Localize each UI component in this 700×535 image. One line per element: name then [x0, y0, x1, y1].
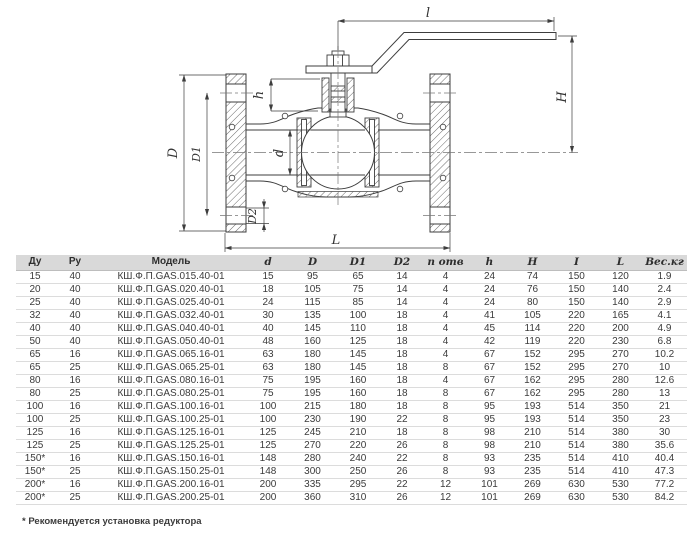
cell: 30: [246, 309, 290, 322]
table-row: [16, 296, 687, 309]
cell: 100: [335, 309, 381, 322]
cell: 63: [246, 361, 290, 374]
cell: 4: [423, 322, 468, 335]
table-row: [16, 335, 687, 348]
cell: 98: [468, 426, 511, 439]
cell: КШ.Ф.П.GAS.125.25-01: [96, 439, 246, 452]
cell: 630: [554, 491, 599, 504]
cell: КШ.Ф.П.GAS.150.25-01: [96, 465, 246, 478]
cell: 84.2: [642, 491, 687, 504]
cell: 74: [511, 270, 554, 283]
column-header: d: [246, 255, 290, 270]
cell: 295: [554, 361, 599, 374]
cell: 152: [511, 348, 554, 361]
cell: 95: [468, 413, 511, 426]
header-row: [16, 255, 687, 270]
cell: 1.9: [642, 270, 687, 283]
cell: 200*: [16, 491, 54, 504]
cell: 63: [246, 348, 290, 361]
cell: 18: [381, 374, 423, 387]
cell: 75: [246, 374, 290, 387]
label-D1: D1: [190, 146, 203, 162]
table-row: [16, 348, 687, 361]
cell: 18: [246, 283, 290, 296]
cell: 270: [599, 348, 642, 361]
cell: 22: [381, 478, 423, 491]
cell: 100: [246, 413, 290, 426]
cell: 14: [381, 270, 423, 283]
cell: 220: [554, 322, 599, 335]
cell: 25: [16, 296, 54, 309]
cell: 269: [511, 491, 554, 504]
cell: 280: [599, 387, 642, 400]
cell: КШ.Ф.П.GAS.065.16-01: [96, 348, 246, 361]
cell: 4: [423, 296, 468, 309]
cell: 100: [16, 400, 54, 413]
cell: 24: [468, 283, 511, 296]
cell: 101: [468, 478, 511, 491]
cell: 200: [246, 491, 290, 504]
cell: 8: [423, 387, 468, 400]
table-row: [16, 478, 687, 491]
cell: 8: [423, 400, 468, 413]
cell: КШ.Ф.П.GAS.200.25-01: [96, 491, 246, 504]
table-row: [16, 413, 687, 426]
cell: 18: [381, 400, 423, 413]
cell: 2.4: [642, 283, 687, 296]
cell: 13: [642, 387, 687, 400]
cell: 80: [511, 296, 554, 309]
label-L: L: [331, 233, 341, 248]
cell: 18: [381, 387, 423, 400]
cell: 350: [599, 400, 642, 413]
cell: 148: [246, 465, 290, 478]
cell: 160: [335, 387, 381, 400]
column-header: Модель: [96, 255, 246, 270]
cell: 380: [599, 439, 642, 452]
table-row: [16, 400, 687, 413]
cell: 21: [642, 400, 687, 413]
cell: 230: [290, 413, 335, 426]
cell: 119: [511, 335, 554, 348]
cell: КШ.Ф.П.GAS.015.40-01: [96, 270, 246, 283]
cell: 93: [468, 452, 511, 465]
cell: 200: [599, 322, 642, 335]
cell: 80: [16, 387, 54, 400]
cell: 48: [246, 335, 290, 348]
cell: 245: [290, 426, 335, 439]
cell: 40: [54, 335, 96, 348]
cell: 67: [468, 361, 511, 374]
cell: 10: [642, 361, 687, 374]
cell: 80: [16, 374, 54, 387]
label-D: D: [166, 147, 181, 159]
cell: КШ.Ф.П.GAS.025.40-01: [96, 296, 246, 309]
table-row: [16, 309, 687, 322]
cell: 14: [381, 296, 423, 309]
cell: 26: [381, 439, 423, 452]
cell: 105: [290, 283, 335, 296]
cell: 25: [54, 413, 96, 426]
cell: 40: [54, 296, 96, 309]
cell: 4: [423, 309, 468, 322]
cell: 30: [642, 426, 687, 439]
cell: 165: [599, 309, 642, 322]
cell: 410: [599, 452, 642, 465]
cell: 16: [54, 426, 96, 439]
table-row: [16, 452, 687, 465]
cell: 100: [16, 413, 54, 426]
cell: 180: [335, 400, 381, 413]
cell: 4: [423, 283, 468, 296]
cell: 4: [423, 270, 468, 283]
cell: 42: [468, 335, 511, 348]
cell: 50: [16, 335, 54, 348]
cell: 125: [16, 426, 54, 439]
cell: 125: [335, 335, 381, 348]
cell: КШ.Ф.П.GAS.080.25-01: [96, 387, 246, 400]
cell: 295: [335, 478, 381, 491]
cell: 75: [335, 283, 381, 296]
cell: 380: [599, 426, 642, 439]
cell: 350: [599, 413, 642, 426]
cell: 4: [423, 348, 468, 361]
cell: 12: [423, 491, 468, 504]
cell: 18: [381, 335, 423, 348]
cell: 41: [468, 309, 511, 322]
cell: 270: [599, 361, 642, 374]
cell: 14: [381, 283, 423, 296]
cell: 101: [468, 491, 511, 504]
cell: 200*: [16, 478, 54, 491]
column-header: D: [290, 255, 335, 270]
cell: 40: [54, 322, 96, 335]
cell: 16: [54, 374, 96, 387]
cell: 23: [642, 413, 687, 426]
cell: 98: [468, 439, 511, 452]
cell: 162: [511, 387, 554, 400]
cell: 16: [54, 400, 96, 413]
cell: 26: [381, 491, 423, 504]
cell: 180: [290, 348, 335, 361]
cell: КШ.Ф.П.GAS.020.40-01: [96, 283, 246, 296]
cell: 4.9: [642, 322, 687, 335]
cell: 210: [511, 426, 554, 439]
cell: 220: [554, 335, 599, 348]
cell: 514: [554, 465, 599, 478]
cell: 4: [423, 335, 468, 348]
centerlines: [212, 46, 578, 216]
cell: 152: [511, 361, 554, 374]
cell: 514: [554, 413, 599, 426]
cell: 95: [468, 400, 511, 413]
cell: 16: [54, 478, 96, 491]
cell: 150: [554, 270, 599, 283]
cell: 8: [423, 361, 468, 374]
column-header: Вес.кг: [642, 255, 687, 270]
cell: КШ.Ф.П.GAS.150.16-01: [96, 452, 246, 465]
cell: 40: [54, 270, 96, 283]
cell: 65: [335, 270, 381, 283]
cell: 15: [16, 270, 54, 283]
cell: 95: [290, 270, 335, 283]
cell: 195: [290, 387, 335, 400]
cell: 25: [54, 387, 96, 400]
cell: КШ.Ф.П.GAS.065.25-01: [96, 361, 246, 374]
cell: 40: [16, 322, 54, 335]
cell: 150: [554, 283, 599, 296]
cell: 210: [511, 439, 554, 452]
cell: 93: [468, 465, 511, 478]
cell: 630: [554, 478, 599, 491]
cell: 18: [381, 348, 423, 361]
cell: 20: [16, 283, 54, 296]
cell: 22: [381, 452, 423, 465]
label-d: d: [272, 148, 287, 158]
cell: 18: [381, 426, 423, 439]
cell: 24: [246, 296, 290, 309]
cell: 100: [246, 400, 290, 413]
column-header: Ду: [16, 255, 54, 270]
table-row: [16, 426, 687, 439]
cell: 530: [599, 478, 642, 491]
cell: 35.6: [642, 439, 687, 452]
cell: 215: [290, 400, 335, 413]
cell: 514: [554, 426, 599, 439]
cell: 150*: [16, 465, 54, 478]
cell: КШ.Ф.П.GAS.040.40-01: [96, 322, 246, 335]
cell: 335: [290, 478, 335, 491]
cell: 140: [599, 296, 642, 309]
cell: 105: [511, 309, 554, 322]
cell: 295: [554, 374, 599, 387]
cell: 145: [290, 322, 335, 335]
label-l: l: [425, 6, 431, 21]
cell: 295: [554, 348, 599, 361]
cell: 65: [16, 348, 54, 361]
cell: 4: [423, 374, 468, 387]
cell: 25: [54, 439, 96, 452]
table-row: [16, 374, 687, 387]
cell: 235: [511, 452, 554, 465]
label-h: h: [252, 90, 267, 100]
table-body: [16, 270, 687, 504]
column-header: D1: [335, 255, 381, 270]
table-row: [16, 322, 687, 335]
column-header: h: [468, 255, 511, 270]
cell: 280: [290, 452, 335, 465]
cell: 16: [54, 452, 96, 465]
cell: 230: [599, 335, 642, 348]
cell: 200: [246, 478, 290, 491]
cell: 240: [335, 452, 381, 465]
cell: 40.4: [642, 452, 687, 465]
cell: 22: [381, 413, 423, 426]
column-header: n отв: [423, 255, 468, 270]
table-row: [16, 361, 687, 374]
cell: 150: [554, 296, 599, 309]
cell: 25: [54, 361, 96, 374]
label-H: H: [555, 91, 570, 103]
cell: 45: [468, 322, 511, 335]
spec-table: [16, 255, 687, 505]
cell: 76: [511, 283, 554, 296]
cell: 67: [468, 387, 511, 400]
cell: 40: [54, 309, 96, 322]
cell: 180: [290, 361, 335, 374]
cell: 67: [468, 374, 511, 387]
cell: 110: [335, 322, 381, 335]
column-header: H: [511, 255, 554, 270]
column-header: L: [599, 255, 642, 270]
cell: 115: [290, 296, 335, 309]
cell: КШ.Ф.П.GAS.050.40-01: [96, 335, 246, 348]
cell: КШ.Ф.П.GAS.200.16-01: [96, 478, 246, 491]
cell: 145: [335, 361, 381, 374]
cell: 114: [511, 322, 554, 335]
right-flange: [430, 74, 450, 232]
cell: 360: [290, 491, 335, 504]
cell: 135: [290, 309, 335, 322]
cell: КШ.Ф.П.GAS.100.16-01: [96, 400, 246, 413]
cell: 12: [423, 478, 468, 491]
table-row: [16, 465, 687, 478]
cell: 150*: [16, 452, 54, 465]
cell: 125: [16, 439, 54, 452]
cell: 24: [468, 270, 511, 283]
cell: 12.6: [642, 374, 687, 387]
cell: 2.9: [642, 296, 687, 309]
cell: 8: [423, 413, 468, 426]
cell: 160: [335, 374, 381, 387]
cell: КШ.Ф.П.GAS.032.40-01: [96, 309, 246, 322]
label-D2: D2: [246, 208, 259, 224]
valve-body-group: [226, 33, 556, 233]
cell: 310: [335, 491, 381, 504]
cell: 120: [599, 270, 642, 283]
table-row: [16, 387, 687, 400]
cell: 145: [335, 348, 381, 361]
cell: 235: [511, 465, 554, 478]
cell: 410: [599, 465, 642, 478]
cell: КШ.Ф.П.GAS.080.16-01: [96, 374, 246, 387]
cell: 162: [511, 374, 554, 387]
table-row: [16, 491, 687, 504]
cell: 18: [381, 361, 423, 374]
column-header: I: [554, 255, 599, 270]
cell: 77.2: [642, 478, 687, 491]
cell: 40: [246, 322, 290, 335]
cell: 18: [381, 309, 423, 322]
column-header: D2: [381, 255, 423, 270]
cell: 148: [246, 452, 290, 465]
table-row: [16, 283, 687, 296]
cell: 195: [290, 374, 335, 387]
cell: 295: [554, 387, 599, 400]
cell: 10.2: [642, 348, 687, 361]
cell: 16: [54, 348, 96, 361]
cell: 25: [54, 491, 96, 504]
cell: 140: [599, 283, 642, 296]
cell: 24: [468, 296, 511, 309]
footnote: * Рекомендуется установка редуктора: [22, 516, 202, 527]
cell: 125: [246, 426, 290, 439]
cell: 6.8: [642, 335, 687, 348]
cell: 280: [599, 374, 642, 387]
cell: 220: [335, 439, 381, 452]
cell: 8: [423, 465, 468, 478]
cell: 26: [381, 465, 423, 478]
cell: 250: [335, 465, 381, 478]
cell: 220: [554, 309, 599, 322]
cell: 210: [335, 426, 381, 439]
cell: 160: [290, 335, 335, 348]
stem-assembly: [322, 51, 354, 112]
cell: 125: [246, 439, 290, 452]
cell: 190: [335, 413, 381, 426]
cell: 193: [511, 413, 554, 426]
cell: КШ.Ф.П.GAS.100.25-01: [96, 413, 246, 426]
cell: 514: [554, 439, 599, 452]
cell: 75: [246, 387, 290, 400]
cell: 270: [290, 439, 335, 452]
cell: 8: [423, 439, 468, 452]
cell: 15: [246, 270, 290, 283]
cell: 514: [554, 400, 599, 413]
cell: КШ.Ф.П.GAS.125.16-01: [96, 426, 246, 439]
cell: 514: [554, 452, 599, 465]
cell: 4.1: [642, 309, 687, 322]
cell: 300: [290, 465, 335, 478]
column-header: Ру: [54, 255, 96, 270]
cell: 25: [54, 465, 96, 478]
cell: 47.3: [642, 465, 687, 478]
cell: 18: [381, 322, 423, 335]
cell: 269: [511, 478, 554, 491]
cell: 85: [335, 296, 381, 309]
cell: 193: [511, 400, 554, 413]
cell: 32: [16, 309, 54, 322]
cell: 530: [599, 491, 642, 504]
cell: 40: [54, 283, 96, 296]
cell: 65: [16, 361, 54, 374]
table-row: [16, 270, 687, 283]
table-row: [16, 439, 687, 452]
cell: 67: [468, 348, 511, 361]
left-flange: [226, 74, 246, 232]
cell: 8: [423, 426, 468, 439]
cell: 8: [423, 452, 468, 465]
valve-section-drawing: [0, 0, 700, 255]
